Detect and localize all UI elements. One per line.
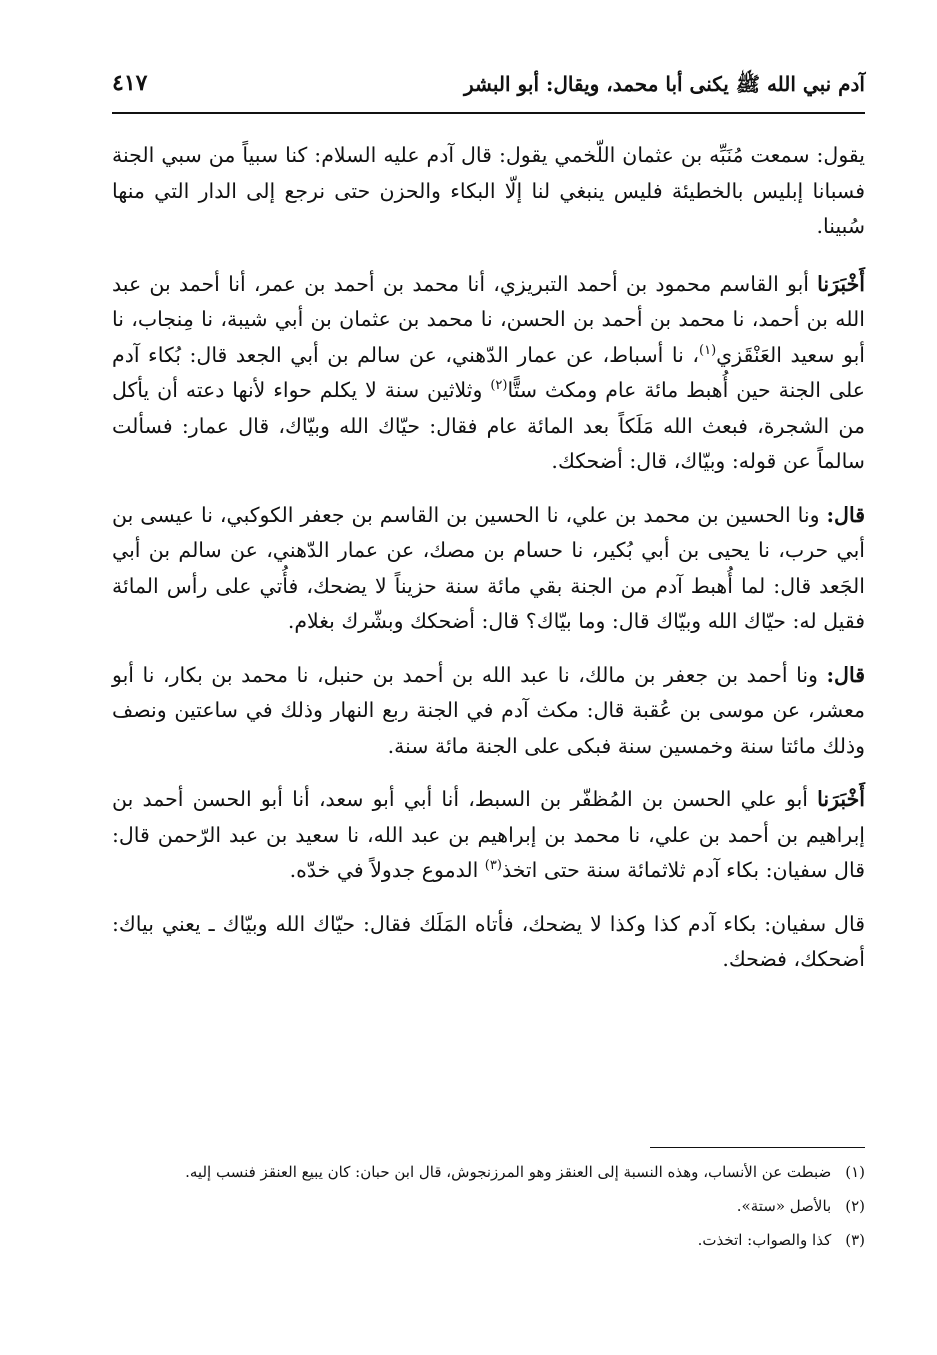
page-number: ٤١٧ [112, 70, 148, 96]
paragraph [112, 658, 865, 765]
paragraph-text: وثلاثين سنة لا يكلم حواء لأنها دعته أن يأكل من الشجرة، فبعث الله مَلَكاً بعد المائة عام فقال: حيّاك الله وبيّاك، قال عمار: فسألت سالماً عن قوله: وبيّاك، قال: أضحكك. [112, 378, 865, 473]
paragraph-lead: قال: [826, 662, 865, 687]
main-text [112, 138, 865, 996]
paragraph [112, 267, 865, 480]
paragraph-lead: قال: [826, 502, 865, 527]
paragraph-text: قال سفيان: بكاء آدم كذا وكذا لا يضحك، فأتاه المَلَك فقال: حيّاك الله وبيّاك ـ يعني بياك: أضحكك، فضحك. [112, 911, 865, 971]
header-rule [112, 112, 865, 114]
paragraph-text: أبو علي الحسن بن المُظفّر بن السبط، أنا أبي أبو سعد، أنا أبو الحسن أحمد بن إبراهيم بن أحمد بن علي، نا محمد بن إبراهيم بن عبد الله، نا سعيد بن عبد الرّحمن قال: قال سفيان: بكاء آدم ثلاثمائة سنة حتى اتخذ [112, 787, 865, 882]
footnotes [112, 1158, 865, 1260]
paragraph-text: أبو القاسم محمود بن أحمد التبريزي، أنا محمد بن أحمد بن عمر، أنا أحمد بن عبد الله بن أحمد، نا محمد بن أحمد بن الحسن، نا محمد بن عثمان بن أبي شيبة، نا مِنجاب، نا أبو سعيد العَنْقَزي [112, 271, 865, 367]
paragraph-lead: أَخْبَرَنا [817, 787, 865, 811]
paragraph-text: ونا أحمد بن جعفر بن مالك، نا عبد الله بن أحمد بن حنبل، نا محمد بن بكار، نا أبو معشر، عن موسى بن عُقبة قال: مكث آدم في الجنة ربع النهار وذلك في ساعتين ونصف وذلك مائتا سنة وخمسين سنة فبكى على الجنة مائة سنة. [112, 662, 865, 758]
paragraph-text: يقول: سمعت مُنَبِّه بن عثمان اللّخمي يقول: قال آدم عليه السلام: كنا سبياً من سبي الجنة فسبانا إبليس بالخطيئة فليس ينبغي لنا إلّا البكاء والحزن حتى نرجع إلى الدار التي منها سُبينا. [112, 143, 865, 238]
footnote [112, 1158, 865, 1186]
paragraph-lead: أَخْبَرَنا [817, 271, 865, 296]
footnote-text: كذا والصواب: اتخذت. [697, 1231, 832, 1249]
paragraph [112, 907, 865, 978]
footnote [112, 1226, 865, 1254]
paragraph [112, 498, 865, 640]
footnote-number: (٣) [845, 1231, 865, 1249]
footnote [112, 1192, 865, 1220]
footnote-ref: (٣) [484, 858, 502, 874]
footnote-number: (٢) [845, 1197, 865, 1215]
page-header [112, 66, 865, 106]
paragraph [112, 782, 865, 889]
footnote-ref: (١) [699, 342, 717, 358]
footnote-text: ضبطت عن الأنساب، وهذه النسبة إلى العنقز وهو المرزنجوش، قال ابن حبان: كان يبيع العنقز فنسب إليه. [185, 1163, 832, 1181]
footnote-ref: (٢) [490, 378, 508, 394]
footnote-number: (١) [845, 1163, 865, 1181]
footnote-rule [650, 1147, 865, 1148]
footnote-text: بالأصل «ستة». [736, 1197, 832, 1215]
running-head: آدم نبي الله ﷺ يكنى أبا محمد، ويقال: أبو البشر [464, 72, 865, 96]
paragraph-text: ، نا أسباط، عن عمار الدّهني، عن سالم بن أبي الجعد قال: بُكاء آدم على الجنة حين أُهبط مائة عام ومكث ستًّا [112, 342, 865, 402]
paragraph [112, 138, 865, 245]
paragraph-text: الدموع جدولاً في خدّه. [289, 858, 485, 882]
paragraph-text: ونا الحسين بن محمد بن علي، نا الحسين بن القاسم بن جعفر الكوكبي، نا عيسى بن أبي حرب، نا يحيى بن أبي بُكير، نا حسام بن مصك، عن عمار الدّهني، عن سالم بن أبي الجَعد قال: لما أُهبط آدم من الجنة بقي مائة سنة حزيناً لا يضحك، فأُتي على رأس المائة فقيل له: حيّاك الله وبيّاك قال: وما بيّاك؟ قال: أضحكك وبشّرك بغلام. [112, 502, 865, 633]
